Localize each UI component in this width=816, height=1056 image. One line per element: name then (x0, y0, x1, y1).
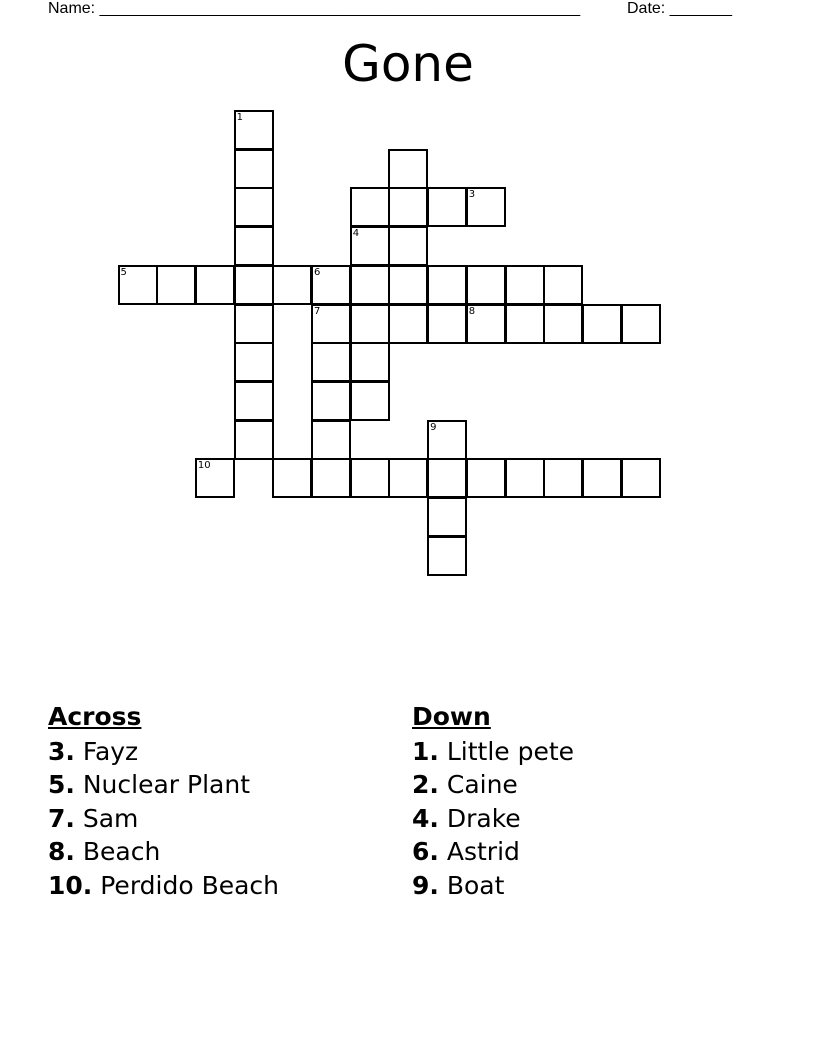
down-clues (412, 702, 752, 902)
clue-number: 9. (412, 870, 439, 900)
clue-text: Perdido Beach (100, 870, 280, 900)
clue-text: Beach (82, 837, 161, 867)
grid-cell[interactable] (234, 381, 274, 421)
clue-text: Little pete (446, 737, 575, 766)
grid-cell[interactable] (350, 304, 390, 344)
grid-cell[interactable] (234, 265, 274, 305)
grid-cell[interactable] (621, 304, 661, 344)
grid-cell[interactable] (543, 304, 583, 344)
grid-cell[interactable] (311, 304, 351, 344)
clue-number: 3. (48, 737, 75, 766)
grid-cell[interactable] (427, 458, 467, 498)
clue-text: Fayz (82, 737, 139, 766)
clue-text: Sam (82, 803, 139, 833)
grid-cell[interactable] (388, 265, 428, 305)
grid-cell[interactable] (156, 265, 196, 305)
grid-cell[interactable] (234, 304, 274, 344)
grid-cell[interactable] (427, 536, 467, 576)
clue-text: Caine (446, 770, 518, 800)
grid-cell[interactable] (311, 265, 351, 305)
clue-number: 2. (412, 770, 439, 800)
grid-cell[interactable] (195, 458, 235, 498)
clue-number-label: 6 (314, 266, 321, 278)
clue-number: 4. (412, 803, 439, 833)
grid-cell[interactable] (582, 458, 622, 498)
grid-cell[interactable] (234, 149, 274, 189)
clue-across (48, 768, 388, 801)
clue-across (48, 802, 388, 835)
grid-cell[interactable] (388, 304, 428, 344)
clue-number-label: 8 (468, 305, 476, 317)
grid-cell[interactable] (311, 342, 351, 382)
clue-text: Boat (446, 870, 505, 900)
clue-across (48, 835, 388, 868)
clue-down (412, 869, 752, 902)
clue-text: Drake (446, 803, 521, 833)
grid-cell[interactable] (118, 265, 158, 305)
clue-number-label: 5 (120, 266, 127, 278)
grid-cell[interactable] (311, 420, 351, 460)
grid-cell[interactable] (234, 420, 274, 460)
clue-down (412, 735, 752, 768)
grid-cell[interactable] (427, 265, 467, 305)
grid-cell[interactable] (543, 458, 583, 498)
grid-cell[interactable] (350, 458, 390, 498)
grid-cell[interactable] (466, 458, 506, 498)
grid-cell[interactable] (388, 458, 428, 498)
grid-cell[interactable] (505, 304, 545, 344)
grid-cell[interactable] (234, 342, 274, 382)
grid-cell[interactable] (388, 226, 428, 266)
grid-cell[interactable] (350, 187, 390, 227)
clue-number: 10. (48, 870, 93, 900)
grid-cell[interactable] (543, 265, 583, 305)
grid-cell[interactable] (311, 458, 351, 498)
grid-cell[interactable] (195, 265, 235, 305)
grid-cell[interactable] (350, 342, 390, 382)
grid-cell[interactable] (350, 381, 390, 421)
clue-text: Nuclear Plant (82, 770, 251, 800)
grid-cell[interactable] (350, 265, 390, 305)
grid-cell[interactable] (272, 265, 312, 305)
clue-number-label: 1 (236, 112, 243, 123)
grid-cell[interactable] (466, 304, 506, 344)
grid-cell[interactable] (234, 110, 274, 150)
grid-cell[interactable] (505, 458, 545, 498)
clue-text: Astrid (446, 837, 520, 867)
name-field-label: Name: ______________________________________________________ (48, 0, 581, 17)
grid-cell[interactable] (388, 187, 428, 227)
across-clues (48, 702, 388, 902)
clue-down (412, 835, 752, 868)
grid-cell[interactable] (621, 458, 661, 498)
grid-cell[interactable] (466, 265, 506, 305)
clue-number: 5. (48, 770, 75, 800)
clue-number-label: 10 (197, 460, 211, 472)
clue-number-label: 9 (430, 421, 437, 433)
puzzle-title: Gone (342, 35, 474, 93)
grid-cell[interactable] (427, 420, 467, 460)
clue-number: 8. (48, 837, 75, 867)
grid-cell[interactable] (311, 381, 351, 421)
clue-number-label: 3 (468, 189, 476, 201)
grid-cell[interactable] (234, 226, 274, 266)
clue-number: 6. (412, 837, 439, 867)
grid-cell[interactable] (272, 458, 312, 498)
clue-number: 1. (412, 737, 439, 766)
grid-cell[interactable] (466, 187, 506, 227)
grid-cell[interactable] (350, 226, 390, 266)
clue-number: 7. (48, 803, 75, 833)
clue-number-label: 4 (352, 228, 360, 240)
grid-cell[interactable] (388, 149, 428, 189)
clue-down (412, 768, 752, 801)
clue-across (48, 735, 388, 768)
date-field-label: Date: _______ (627, 0, 732, 17)
grid-cell[interactable] (427, 304, 467, 344)
clue-down (412, 802, 752, 835)
grid-cell[interactable] (582, 304, 622, 344)
grid-cell[interactable] (427, 187, 467, 227)
grid-cell[interactable] (234, 187, 274, 227)
clue-number-label: 7 (314, 305, 321, 317)
across-heading: Across (48, 702, 142, 731)
clue-across (48, 869, 388, 902)
down-heading: Down (412, 702, 491, 731)
grid-cell[interactable] (505, 265, 545, 305)
grid-cell[interactable] (427, 497, 467, 537)
